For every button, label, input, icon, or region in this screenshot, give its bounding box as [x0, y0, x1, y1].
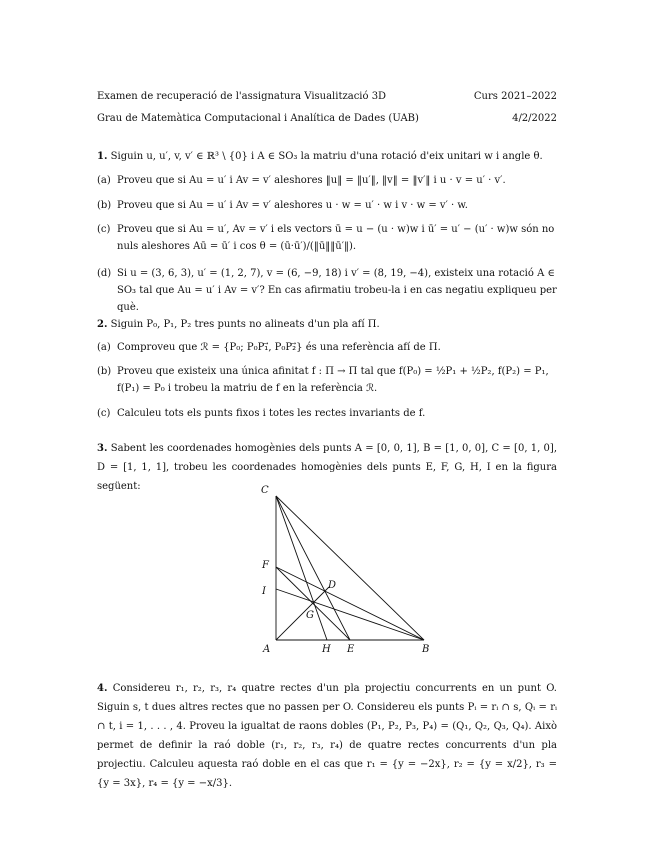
label-D: D	[328, 580, 337, 591]
label-E: E	[347, 644, 355, 655]
q2-intro-text: Siguin P₀, P₁, P₂ tres punts no alineats d'un pla afí Π.	[110, 319, 380, 330]
q1-b-text: Proveu que si Au = u′ i Av = v′ aleshores u · w = u′ · w i v · w = v′ · w.	[117, 200, 468, 211]
label-I: I	[262, 586, 266, 597]
exam-title: Examen de recuperació de l'assignatura Visualització 3D	[97, 91, 387, 102]
q2-c-text: Calculeu tots els punts fixos i totes les rectes invariants de f.	[117, 408, 426, 419]
q1-d-text: Si u = (3, 6, 3), u′ = (1, 2, 7), v = (6, −9, 18) i v′ = (8, 19, −4), existeix una rotació A ∈ SO₃ tal que Au = u′ i Av = v′? En cas afirmatiu trobeu-la i en cas negatiu expliqueu per què.	[117, 268, 557, 313]
line-C-H	[276, 496, 327, 640]
q1-intro	[97, 148, 557, 165]
degree-name: Grau de Matemàtica Computacional i Analítica de Dades (UAB)	[97, 113, 419, 124]
q3-number: 3.	[97, 443, 108, 454]
exam-date: 4/2/2022	[512, 113, 557, 124]
q2-part-b	[97, 363, 557, 397]
q1-c-label: (c)	[97, 224, 111, 235]
course-year: Curs 2021–2022	[473, 91, 557, 102]
q2-number: 2.	[97, 319, 108, 330]
q1-b-label: (b)	[97, 200, 112, 211]
q2-part-a	[97, 339, 557, 356]
q2-a-text: Comproveu que ℛ = {P₀; P₀P₁⃗, P₀P₂⃗} és una referència afí de Π.	[117, 342, 441, 353]
label-H: H	[322, 644, 331, 655]
q1-part-a	[97, 172, 557, 189]
header-row-1	[97, 89, 557, 105]
q1-part-b	[97, 197, 557, 214]
q2-b-label: (b)	[97, 366, 112, 377]
projective-figure	[250, 478, 450, 658]
label-F: F	[262, 560, 269, 571]
q4-statement	[97, 679, 557, 793]
line-F-B	[276, 567, 424, 640]
line-A-D	[276, 587, 329, 640]
q4-text: Considereu r₁, r₂, r₃, r₄ quatre rectes d'un pla projectiu concurrents en un punt O. Siguin s, t dues altres rectes que no passen per O. Considereu els punts Pᵢ = rᵢ ∩ s, Qᵢ = rᵢ ∩ t, i = 1, . . . , 4. Proveu la igualtat de raons dobles (P₁, P₂, P₃, P₄) = (Q₁, Q₂, Q₃, Q₄). Això permet de definir la raó doble (r₁, r₂, r₃, r₄) de quatre rectes concurrents d'un pla projectiu. Calculeu aquesta raó doble en el cas que r₁ = {y = −2x}, r₂ = {y = x/2}, r₃ = {y = 3x}, r₄ = {y = −x/3}.	[97, 683, 557, 789]
q1-a-text: Proveu que si Au = u′ i Av = v′ aleshores ‖u‖ = ‖u′‖, ‖v‖ = ‖v′‖ i u · v = u′ · v′.	[117, 175, 506, 186]
q1-part-c	[97, 221, 557, 255]
q3-text: Sabent les coordenades homogènies dels punts A = [0, 0, 1], B = [1, 0, 0], C = [0, 1, 0], D = [1, 1, 1], trobeu les coordenades homogènies dels punts E, F, G, H, I en la figura següent:	[97, 443, 557, 492]
q2-c-label: (c)	[97, 408, 111, 419]
q2-intro	[97, 316, 557, 333]
q1-intro-text: Siguin u, u′, v, v′ ∈ ℝ³ \ {0} i A ∈ SO₃ la matriu d'una rotació d'eix unitari w i angle θ.	[110, 151, 543, 162]
q2-part-c	[97, 405, 557, 422]
label-C: C	[261, 485, 269, 496]
q1-c-text: Proveu que si Au = u′, Av = v′ i els vectors ū = u − (u · w)w i ū′ = u′ − (u′ · w)w són no nuls aleshores Aū = ū′ i cos θ = (ū·ū′)/(‖ū‖‖ū′‖).	[117, 224, 555, 252]
q4-number: 4.	[97, 683, 108, 694]
header-row-2	[97, 111, 557, 127]
q1-part-d	[97, 265, 557, 316]
label-G: G	[306, 610, 314, 621]
q1-d-label: (d)	[97, 268, 112, 279]
q1-number: 1.	[97, 151, 108, 162]
label-B: B	[422, 644, 430, 655]
label-A: A	[263, 644, 271, 655]
line-I-B	[276, 589, 424, 640]
q2-b-text: Proveu que existeix una única afinitat f : Π → Π tal que f(P₀) = ½P₁ + ½P₂, f(P₂) = P₁, f(P₁) = P₀ i trobeu la matriu de f en la referència ℛ.	[117, 366, 549, 394]
q1-a-label: (a)	[97, 175, 111, 186]
q2-a-label: (a)	[97, 342, 111, 353]
